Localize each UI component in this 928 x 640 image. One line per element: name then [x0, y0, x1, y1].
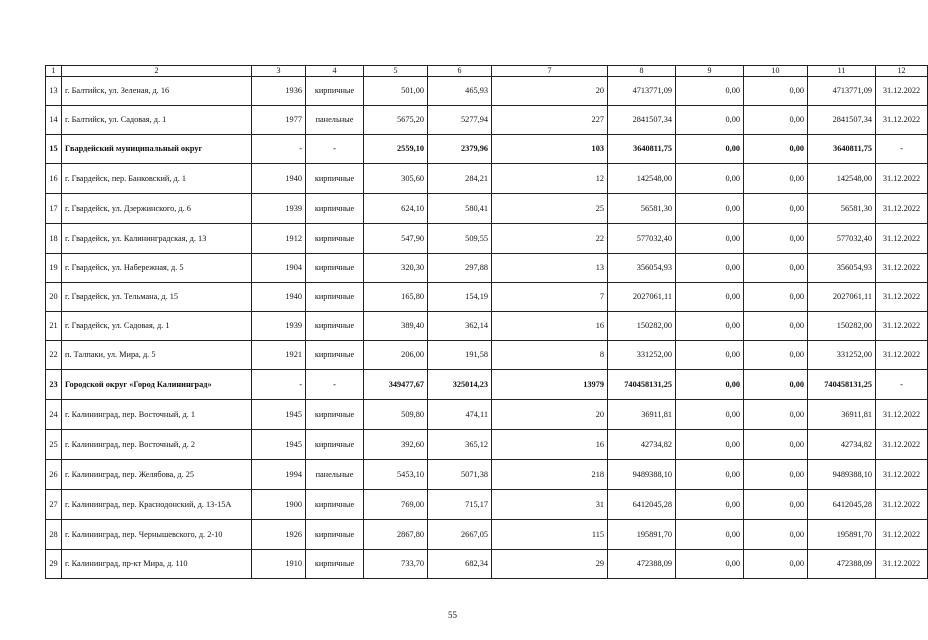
- address-cell: Гвардейский муниципальный округ: [62, 135, 252, 164]
- address-cell: г. Калининград, пер. Желябова, д. 25: [62, 460, 252, 490]
- date-cell: 31.12.2022: [876, 400, 928, 430]
- col11-cell: 356054,93: [808, 254, 876, 283]
- col8-cell: 9489388,10: [608, 460, 676, 490]
- col10-cell: 0,00: [744, 77, 808, 106]
- col9-cell: 0,00: [676, 460, 744, 490]
- header-cell: 8: [608, 66, 676, 77]
- header-cell: 10: [744, 66, 808, 77]
- col6-cell: 365,12: [428, 430, 492, 460]
- year-cell: 1926: [252, 520, 306, 550]
- address-cell: г. Калининград, пер. Краснодонский, д. 13-15А: [62, 490, 252, 520]
- table-subtotal-row: [46, 370, 928, 400]
- col11-cell: 56581,30: [808, 194, 876, 224]
- date-cell: 31.12.2022: [876, 550, 928, 579]
- date-cell: 31.12.2022: [876, 106, 928, 135]
- row-number-cell: 24: [46, 400, 62, 430]
- col7-cell: 29: [492, 550, 608, 579]
- row-number-cell: 18: [46, 224, 62, 254]
- date-cell: 31.12.2022: [876, 164, 928, 194]
- col10-cell: 0,00: [744, 135, 808, 164]
- col10-cell: 0,00: [744, 194, 808, 224]
- col7-cell: 8: [492, 341, 608, 370]
- col10-cell: 0,00: [744, 370, 808, 400]
- col8-cell: 331252,00: [608, 341, 676, 370]
- col10-cell: 0,00: [744, 430, 808, 460]
- year-cell: 1994: [252, 460, 306, 490]
- table-row: [46, 430, 928, 460]
- row-number-cell: 21: [46, 312, 62, 341]
- wall-material-cell: кирпичные: [306, 77, 364, 106]
- col9-cell: 0,00: [676, 194, 744, 224]
- col8-cell: 150282,00: [608, 312, 676, 341]
- date-cell: 31.12.2022: [876, 520, 928, 550]
- col6-cell: 191,58: [428, 341, 492, 370]
- col7-cell: 227: [492, 106, 608, 135]
- col6-cell: 5071,38: [428, 460, 492, 490]
- col6-cell: 5277,94: [428, 106, 492, 135]
- col5-cell: 2559,10: [364, 135, 428, 164]
- col5-cell: 5675,20: [364, 106, 428, 135]
- col11-cell: 195891,70: [808, 520, 876, 550]
- wall-material-cell: кирпичные: [306, 400, 364, 430]
- col10-cell: 0,00: [744, 550, 808, 579]
- row-number-cell: 17: [46, 194, 62, 224]
- date-cell: 31.12.2022: [876, 77, 928, 106]
- address-cell: г. Калининград, пр-кт Мира, д. 110: [62, 550, 252, 579]
- date-cell: 31.12.2022: [876, 341, 928, 370]
- address-cell: Городской округ «Город Калининград»: [62, 370, 252, 400]
- row-number-cell: 13: [46, 77, 62, 106]
- address-cell: г. Балтийск, ул. Садовая, д. 1: [62, 106, 252, 135]
- col11-cell: 142548,00: [808, 164, 876, 194]
- col6-cell: 2667,05: [428, 520, 492, 550]
- year-cell: 1921: [252, 341, 306, 370]
- address-cell: г. Калининград, пер. Чернышевского, д. 2-10: [62, 520, 252, 550]
- wall-material-cell: кирпичные: [306, 430, 364, 460]
- table-body: [46, 77, 928, 579]
- col8-cell: 356054,93: [608, 254, 676, 283]
- year-cell: 1912: [252, 224, 306, 254]
- col5-cell: 2867,80: [364, 520, 428, 550]
- col11-cell: 2027061,11: [808, 283, 876, 312]
- table-subtotal-row: [46, 135, 928, 164]
- col11-cell: 4713771,09: [808, 77, 876, 106]
- wall-material-cell: кирпичные: [306, 520, 364, 550]
- wall-material-cell: кирпичные: [306, 194, 364, 224]
- year-cell: -: [252, 370, 306, 400]
- col7-cell: 103: [492, 135, 608, 164]
- col6-cell: 682,34: [428, 550, 492, 579]
- date-cell: 31.12.2022: [876, 490, 928, 520]
- col6-cell: 474,11: [428, 400, 492, 430]
- address-cell: г. Калининград, пер. Восточный, д. 1: [62, 400, 252, 430]
- col11-cell: 740458131,25: [808, 370, 876, 400]
- header-cell: 7: [492, 66, 608, 77]
- col5-cell: 165,80: [364, 283, 428, 312]
- col5-cell: 349477,67: [364, 370, 428, 400]
- col8-cell: 142548,00: [608, 164, 676, 194]
- col10-cell: 0,00: [744, 224, 808, 254]
- col5-cell: 509,80: [364, 400, 428, 430]
- col6-cell: 284,21: [428, 164, 492, 194]
- housing-table: [45, 65, 928, 579]
- col10-cell: 0,00: [744, 106, 808, 135]
- col10-cell: 0,00: [744, 400, 808, 430]
- col10-cell: 0,00: [744, 254, 808, 283]
- col11-cell: 36911,81: [808, 400, 876, 430]
- col5-cell: 389,40: [364, 312, 428, 341]
- col8-cell: 3640811,75: [608, 135, 676, 164]
- col9-cell: 0,00: [676, 490, 744, 520]
- address-cell: г. Гвардейск, ул. Калининградская, д. 13: [62, 224, 252, 254]
- col5-cell: 320,30: [364, 254, 428, 283]
- col6-cell: 715,17: [428, 490, 492, 520]
- date-cell: 31.12.2022: [876, 460, 928, 490]
- col6-cell: 465,93: [428, 77, 492, 106]
- col5-cell: 5453,10: [364, 460, 428, 490]
- wall-material-cell: кирпичные: [306, 224, 364, 254]
- date-cell: -: [876, 135, 928, 164]
- column-number-header: [46, 66, 928, 77]
- year-cell: 1910: [252, 550, 306, 579]
- col10-cell: 0,00: [744, 283, 808, 312]
- col8-cell: 36911,81: [608, 400, 676, 430]
- col9-cell: 0,00: [676, 430, 744, 460]
- col7-cell: 218: [492, 460, 608, 490]
- row-number-cell: 14: [46, 106, 62, 135]
- table-row: [46, 460, 928, 490]
- header-cell: 12: [876, 66, 928, 77]
- date-cell: 31.12.2022: [876, 194, 928, 224]
- year-cell: -: [252, 135, 306, 164]
- col10-cell: 0,00: [744, 164, 808, 194]
- table-row: [46, 164, 928, 194]
- col10-cell: 0,00: [744, 460, 808, 490]
- col11-cell: 2841507,34: [808, 106, 876, 135]
- year-cell: 1945: [252, 400, 306, 430]
- col11-cell: 472388,09: [808, 550, 876, 579]
- col7-cell: 20: [492, 400, 608, 430]
- table-row: [46, 490, 928, 520]
- year-cell: 1940: [252, 164, 306, 194]
- header-cell: 9: [676, 66, 744, 77]
- col7-cell: 16: [492, 312, 608, 341]
- header-cell: 6: [428, 66, 492, 77]
- wall-material-cell: кирпичные: [306, 312, 364, 341]
- address-cell: г. Калининград, пер. Восточный, д. 2: [62, 430, 252, 460]
- address-cell: п. Талпаки, ул. Мира, д. 5: [62, 341, 252, 370]
- col11-cell: 577032,40: [808, 224, 876, 254]
- col8-cell: 42734,82: [608, 430, 676, 460]
- date-cell: 31.12.2022: [876, 283, 928, 312]
- table-row: [46, 194, 928, 224]
- date-cell: 31.12.2022: [876, 224, 928, 254]
- year-cell: 1936: [252, 77, 306, 106]
- wall-material-cell: кирпичные: [306, 490, 364, 520]
- col8-cell: 2841507,34: [608, 106, 676, 135]
- col8-cell: 2027061,11: [608, 283, 676, 312]
- col10-cell: 0,00: [744, 520, 808, 550]
- col7-cell: 25: [492, 194, 608, 224]
- col7-cell: 20: [492, 77, 608, 106]
- table-row: [46, 400, 928, 430]
- col6-cell: 362,14: [428, 312, 492, 341]
- col9-cell: 0,00: [676, 254, 744, 283]
- wall-material-cell: -: [306, 370, 364, 400]
- col9-cell: 0,00: [676, 77, 744, 106]
- year-cell: 1939: [252, 194, 306, 224]
- table-row: [46, 77, 928, 106]
- row-number-cell: 15: [46, 135, 62, 164]
- col7-cell: 7: [492, 283, 608, 312]
- date-cell: 31.12.2022: [876, 430, 928, 460]
- wall-material-cell: кирпичные: [306, 254, 364, 283]
- col9-cell: 0,00: [676, 550, 744, 579]
- address-cell: г. Гвардейск, ул. Садовая, д. 1: [62, 312, 252, 341]
- header-cell: 4: [306, 66, 364, 77]
- col10-cell: 0,00: [744, 341, 808, 370]
- col5-cell: 733,70: [364, 550, 428, 579]
- header-cell: 5: [364, 66, 428, 77]
- col7-cell: 22: [492, 224, 608, 254]
- col8-cell: 577032,40: [608, 224, 676, 254]
- header-cell: 2: [62, 66, 252, 77]
- col10-cell: 0,00: [744, 312, 808, 341]
- row-number-cell: 26: [46, 460, 62, 490]
- col9-cell: 0,00: [676, 520, 744, 550]
- table-row: [46, 106, 928, 135]
- col7-cell: 31: [492, 490, 608, 520]
- col9-cell: 0,00: [676, 370, 744, 400]
- col11-cell: 3640811,75: [808, 135, 876, 164]
- col7-cell: 16: [492, 430, 608, 460]
- col9-cell: 0,00: [676, 106, 744, 135]
- date-cell: -: [876, 370, 928, 400]
- address-cell: г. Гвардейск, ул. Дзержинского, д. 6: [62, 194, 252, 224]
- header-cell: 1: [46, 66, 62, 77]
- col9-cell: 0,00: [676, 164, 744, 194]
- wall-material-cell: -: [306, 135, 364, 164]
- row-number-cell: 22: [46, 341, 62, 370]
- col11-cell: 6412045,28: [808, 490, 876, 520]
- row-number-cell: 16: [46, 164, 62, 194]
- col5-cell: 206,00: [364, 341, 428, 370]
- address-cell: г. Гвардейск, пер. Банковский, д. 1: [62, 164, 252, 194]
- address-cell: г. Гвардейск, ул. Набережная, д. 5: [62, 254, 252, 283]
- col11-cell: 9489388,10: [808, 460, 876, 490]
- col6-cell: 325014,23: [428, 370, 492, 400]
- col11-cell: 150282,00: [808, 312, 876, 341]
- col6-cell: 297,88: [428, 254, 492, 283]
- row-number-cell: 19: [46, 254, 62, 283]
- col8-cell: 472388,09: [608, 550, 676, 579]
- year-cell: 1904: [252, 254, 306, 283]
- col8-cell: 4713771,09: [608, 77, 676, 106]
- table-row: [46, 224, 928, 254]
- date-cell: 31.12.2022: [876, 254, 928, 283]
- year-cell: 1940: [252, 283, 306, 312]
- col5-cell: 392,60: [364, 430, 428, 460]
- year-cell: 1939: [252, 312, 306, 341]
- row-number-cell: 20: [46, 283, 62, 312]
- wall-material-cell: панельные: [306, 106, 364, 135]
- col7-cell: 12: [492, 164, 608, 194]
- col6-cell: 2379,96: [428, 135, 492, 164]
- wall-material-cell: кирпичные: [306, 164, 364, 194]
- year-cell: 1900: [252, 490, 306, 520]
- col6-cell: 154,19: [428, 283, 492, 312]
- row-number-cell: 23: [46, 370, 62, 400]
- col9-cell: 0,00: [676, 341, 744, 370]
- header-cell: 11: [808, 66, 876, 77]
- row-number-cell: 25: [46, 430, 62, 460]
- wall-material-cell: кирпичные: [306, 283, 364, 312]
- col5-cell: 624,10: [364, 194, 428, 224]
- table-row: [46, 341, 928, 370]
- table-row: [46, 283, 928, 312]
- wall-material-cell: кирпичные: [306, 341, 364, 370]
- table-row: [46, 254, 928, 283]
- row-number-cell: 29: [46, 550, 62, 579]
- address-cell: г. Балтийск, ул. Зеленая, д. 16: [62, 77, 252, 106]
- col7-cell: 13979: [492, 370, 608, 400]
- date-cell: 31.12.2022: [876, 312, 928, 341]
- table-row: [46, 312, 928, 341]
- col8-cell: 56581,30: [608, 194, 676, 224]
- col9-cell: 0,00: [676, 224, 744, 254]
- row-number-cell: 27: [46, 490, 62, 520]
- col5-cell: 501,00: [364, 77, 428, 106]
- col5-cell: 305,60: [364, 164, 428, 194]
- col8-cell: 195891,70: [608, 520, 676, 550]
- col9-cell: 0,00: [676, 283, 744, 312]
- col7-cell: 115: [492, 520, 608, 550]
- col8-cell: 740458131,25: [608, 370, 676, 400]
- col11-cell: 42734,82: [808, 430, 876, 460]
- col6-cell: 580,41: [428, 194, 492, 224]
- page-number: 55: [448, 610, 457, 620]
- header-cell: 3: [252, 66, 306, 77]
- row-number-cell: 28: [46, 520, 62, 550]
- col10-cell: 0,00: [744, 490, 808, 520]
- wall-material-cell: кирпичные: [306, 550, 364, 579]
- col9-cell: 0,00: [676, 312, 744, 341]
- col7-cell: 13: [492, 254, 608, 283]
- col9-cell: 0,00: [676, 135, 744, 164]
- col5-cell: 547,90: [364, 224, 428, 254]
- col11-cell: 331252,00: [808, 341, 876, 370]
- address-cell: г. Гвардейск, ул. Тельмана, д. 15: [62, 283, 252, 312]
- col9-cell: 0,00: [676, 400, 744, 430]
- table-row: [46, 520, 928, 550]
- wall-material-cell: панельные: [306, 460, 364, 490]
- col8-cell: 6412045,28: [608, 490, 676, 520]
- table-row: [46, 550, 928, 579]
- col5-cell: 769,00: [364, 490, 428, 520]
- year-cell: 1945: [252, 430, 306, 460]
- year-cell: 1977: [252, 106, 306, 135]
- col6-cell: 509,55: [428, 224, 492, 254]
